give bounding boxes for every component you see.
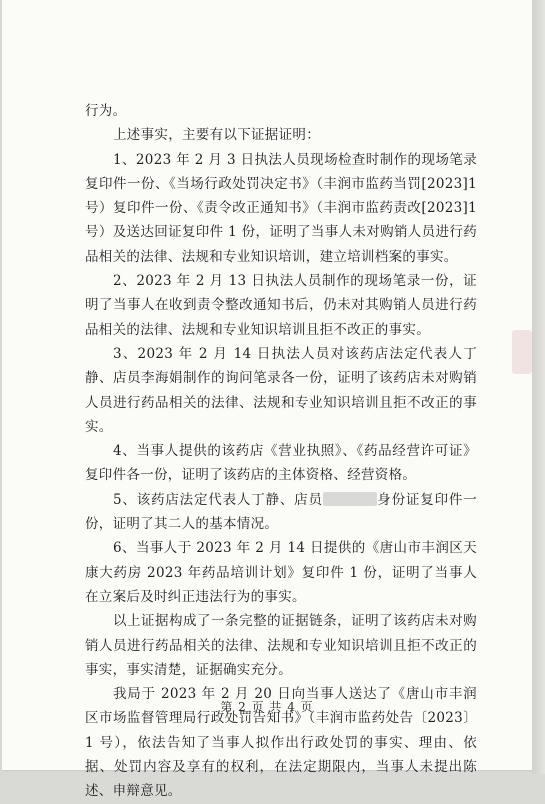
paragraph-evidence-2: 2、2023 年 2 月 13 日执法人员制作的现场笔录一份，证明了当事人在收到责令整改通知书后，仍未对其购销人员进行药品相关的法律、法规和专业知识培训且拒不改正的事实。 [85, 273, 477, 338]
paragraph-notice: 我局于 2023 年 2 月 20 日向当事人送达了《唐山市丰润区市场监督管理局行政处罚告知书》（丰润市监药处告〔2023〕1 号），依法告知了当事人拟作出行政处罚的事实、理由、依据、处罚内容及享有的权利，在法定期限内，当事人未提出陈述、申辩意见。 [85, 686, 477, 800]
seal-edge-mark [512, 330, 532, 374]
paragraph-evidence-3: 3、2023 年 2 月 14 日执法人员对该药店法定代表人丁静、店员李海娟制作的询问笔录各一份，证明了该药店未对购销人员进行药品相关的法律、法规和专业知识培训且拒不改正的事实。 [85, 345, 477, 435]
paragraph-evidence-5-before: 5、该药店法定代表人丁静、店员 [113, 491, 323, 508]
paragraph-evidence-4: 4、当事人提供的该药店《营业执照》、《药品经营许可证》复印件各一份，证明了该药店的主体资格、经营资格。 [85, 443, 477, 484]
paragraph-evidence-1: 1、2023 年 2 月 3 日执法人员现场检查时制作的现场笔录复印件一份、《当场行政处罚决定书》（丰润市监药当罚[2023]1 号）复印件一份、《责令改正通知书》（丰润市监药责改[2023]1 号）及送达回证复印件 1 份，证明了当事人未对购销人员进行药品相关的法律、法规和专业知识培训，建立培训档案的事实。 [85, 151, 477, 265]
document-page [2, 0, 532, 800]
scan-edge [532, 0, 545, 774]
page-number: 第 2 页 共 4 页 [220, 700, 314, 714]
paragraph-evidence-intro: 上述事实，主要有以下证据证明： [113, 127, 320, 144]
paragraph-evidence-5-after: 身份证复印件一份，证明了其二人的基本情况。 [85, 491, 477, 533]
paragraph-evidence-5 [85, 488, 477, 537]
paragraph-continuation: 行为。 [85, 103, 127, 119]
paragraph-evidence-6: 6、当事人于 2023 年 2 月 14 日提供的《唐山市丰润区天康大药房 2023 年药品培训计划》复印件 1 份，证明了当事人在立案后及时纠正违法行为的事实。 [85, 540, 477, 605]
paragraph-evidence-conclusion: 以上证据构成了一条完整的证据链条，证明了该药店未对购销人员进行药品相关的法律、法规和专业知识培训且拒不改正的事实，事实清楚，证据确实充分。 [85, 613, 477, 678]
redacted-name [323, 492, 377, 506]
